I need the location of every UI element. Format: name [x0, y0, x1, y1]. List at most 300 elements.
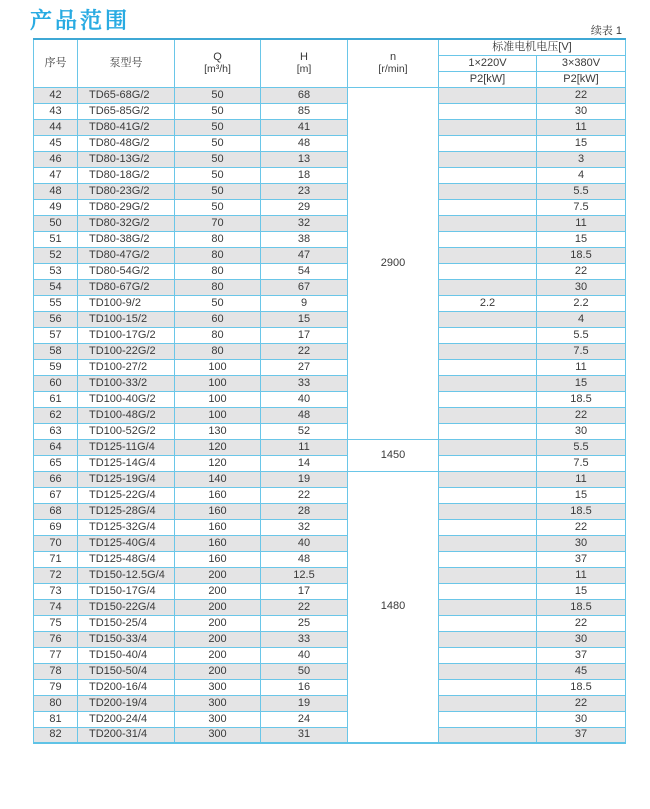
table-row: [34, 487, 626, 503]
cell-flow: 80: [175, 327, 261, 343]
cell-model: TD100-33/2: [78, 375, 175, 391]
cell-serial: 73: [34, 583, 78, 599]
cell-p2-220v: [439, 647, 537, 663]
cell-head: 17: [261, 583, 348, 599]
table-row: [34, 263, 626, 279]
cell-flow: 200: [175, 599, 261, 615]
cell-flow: 200: [175, 583, 261, 599]
cell-model: TD150-22G/4: [78, 599, 175, 615]
table-row: [34, 471, 626, 487]
cell-head: 28: [261, 503, 348, 519]
cell-serial: 67: [34, 487, 78, 503]
cell-p2-220v: [439, 439, 537, 455]
col-header-flow: [175, 39, 261, 87]
cell-head: 17: [261, 327, 348, 343]
cell-head: 85: [261, 103, 348, 119]
table-row: [34, 215, 626, 231]
cell-flow: 200: [175, 663, 261, 679]
speed-symbol: n: [389, 50, 397, 63]
cell-p2-380v: 22: [537, 87, 626, 103]
col-header-serial: 序号: [34, 39, 78, 87]
cell-head: 67: [261, 279, 348, 295]
table-row: [34, 551, 626, 567]
cell-flow: 100: [175, 407, 261, 423]
table-row: [34, 327, 626, 343]
cell-model: TD125-28G/4: [78, 503, 175, 519]
cell-p2-220v: [439, 551, 537, 567]
cell-p2-220v: [439, 727, 537, 743]
flow-unit: [m³/h]: [204, 63, 231, 76]
cell-speed: 1450: [348, 439, 439, 471]
table-row: [34, 231, 626, 247]
cell-flow: 100: [175, 359, 261, 375]
cell-head: 33: [261, 375, 348, 391]
cell-flow: 50: [175, 199, 261, 215]
cell-head: 25: [261, 615, 348, 631]
cell-head: 50: [261, 663, 348, 679]
speed-unit: [r/min]: [378, 63, 408, 76]
cell-model: TD200-16/4: [78, 679, 175, 695]
cell-serial: 59: [34, 359, 78, 375]
cell-head: 31: [261, 727, 348, 743]
cell-p2-380v: 37: [537, 647, 626, 663]
cell-flow: 200: [175, 567, 261, 583]
cell-p2-380v: 22: [537, 263, 626, 279]
col-header-speed: [348, 39, 439, 87]
cell-flow: 300: [175, 711, 261, 727]
cell-p2-220v: [439, 87, 537, 103]
cell-model: TD125-22G/4: [78, 487, 175, 503]
cell-p2-380v: 37: [537, 551, 626, 567]
cell-flow: 300: [175, 727, 261, 743]
cell-model: TD150-50/4: [78, 663, 175, 679]
cell-head: 54: [261, 263, 348, 279]
cell-model: TD100-48G/2: [78, 407, 175, 423]
cell-model: TD65-85G/2: [78, 103, 175, 119]
cell-flow: 200: [175, 647, 261, 663]
cell-p2-380v: 7.5: [537, 455, 626, 471]
cell-flow: 80: [175, 279, 261, 295]
cell-flow: 80: [175, 247, 261, 263]
cell-p2-380v: 4: [537, 311, 626, 327]
table-row: [34, 199, 626, 215]
cell-head: 16: [261, 679, 348, 695]
cell-model: TD80-18G/2: [78, 167, 175, 183]
cell-head: 48: [261, 551, 348, 567]
cell-p2-380v: 22: [537, 615, 626, 631]
cell-head: 18: [261, 167, 348, 183]
cell-model: TD125-32G/4: [78, 519, 175, 535]
table-row: [34, 103, 626, 119]
cell-flow: 200: [175, 631, 261, 647]
col-header-model: 泵型号: [78, 39, 175, 87]
cell-head: 23: [261, 183, 348, 199]
cell-head: 22: [261, 487, 348, 503]
col-header-p2-220v: P2[kW]: [439, 71, 537, 87]
cell-flow: 50: [175, 183, 261, 199]
cell-model: TD80-41G/2: [78, 119, 175, 135]
cell-head: 68: [261, 87, 348, 103]
cell-flow: 140: [175, 471, 261, 487]
cell-head: 32: [261, 519, 348, 535]
table-row: [34, 343, 626, 359]
cell-p2-380v: 15: [537, 135, 626, 151]
cell-model: TD80-38G/2: [78, 231, 175, 247]
cell-head: 40: [261, 647, 348, 663]
cell-p2-220v: [439, 263, 537, 279]
cell-p2-380v: 18.5: [537, 599, 626, 615]
cell-p2-380v: 18.5: [537, 247, 626, 263]
cell-p2-380v: 4: [537, 167, 626, 183]
cell-head: 38: [261, 231, 348, 247]
cell-flow: 120: [175, 439, 261, 455]
cell-serial: 51: [34, 231, 78, 247]
cell-serial: 52: [34, 247, 78, 263]
cell-model: TD100-40G/2: [78, 391, 175, 407]
cell-flow: 120: [175, 455, 261, 471]
table-row: [34, 695, 626, 711]
table-row: [34, 87, 626, 103]
table-row: [34, 727, 626, 743]
cell-p2-380v: 5.5: [537, 439, 626, 455]
cell-head: 40: [261, 391, 348, 407]
cell-model: TD150-12.5G/4: [78, 567, 175, 583]
cell-model: TD125-14G/4: [78, 455, 175, 471]
cell-p2-220v: [439, 231, 537, 247]
cell-p2-380v: 30: [537, 631, 626, 647]
cell-model: TD100-22G/2: [78, 343, 175, 359]
cell-p2-220v: [439, 615, 537, 631]
table-row: [34, 455, 626, 471]
cell-flow: 50: [175, 135, 261, 151]
table-row: [34, 647, 626, 663]
cell-serial: 78: [34, 663, 78, 679]
cell-serial: 54: [34, 279, 78, 295]
cell-serial: 63: [34, 423, 78, 439]
cell-flow: 160: [175, 503, 261, 519]
cell-head: 29: [261, 199, 348, 215]
cell-head: 19: [261, 695, 348, 711]
cell-speed: 2900: [348, 87, 439, 439]
cell-head: 14: [261, 455, 348, 471]
table-row: [34, 711, 626, 727]
cell-model: TD200-31/4: [78, 727, 175, 743]
cell-p2-220v: 2.2: [439, 295, 537, 311]
cell-model: TD150-17G/4: [78, 583, 175, 599]
cell-p2-220v: [439, 583, 537, 599]
table-row: [34, 599, 626, 615]
table-row: [34, 135, 626, 151]
cell-serial: 76: [34, 631, 78, 647]
cell-p2-380v: 22: [537, 407, 626, 423]
cell-flow: 160: [175, 519, 261, 535]
cell-p2-220v: [439, 599, 537, 615]
cell-head: 47: [261, 247, 348, 263]
table-body: [34, 87, 626, 743]
table-header: [34, 39, 626, 87]
cell-flow: 50: [175, 119, 261, 135]
cell-serial: 43: [34, 103, 78, 119]
table-row: [34, 439, 626, 455]
cell-model: TD80-32G/2: [78, 215, 175, 231]
cell-model: TD125-40G/4: [78, 535, 175, 551]
cell-model: TD80-54G/2: [78, 263, 175, 279]
cell-serial: 70: [34, 535, 78, 551]
table-row: [34, 583, 626, 599]
cell-head: 52: [261, 423, 348, 439]
cell-serial: 75: [34, 615, 78, 631]
cell-model: TD80-48G/2: [78, 135, 175, 151]
cell-p2-220v: [439, 455, 537, 471]
cell-p2-380v: 3: [537, 151, 626, 167]
cell-model: TD80-23G/2: [78, 183, 175, 199]
cell-p2-220v: [439, 535, 537, 551]
page-title: 产品范围: [30, 8, 131, 33]
continued-table-label: 续表 1: [590, 25, 622, 37]
cell-model: TD100-52G/2: [78, 423, 175, 439]
cell-model: TD100-17G/2: [78, 327, 175, 343]
cell-flow: 60: [175, 311, 261, 327]
cell-head: 22: [261, 599, 348, 615]
product-range-table: [33, 38, 626, 744]
cell-serial: 68: [34, 503, 78, 519]
cell-p2-220v: [439, 119, 537, 135]
cell-model: TD150-40/4: [78, 647, 175, 663]
table-row: [34, 119, 626, 135]
cell-serial: 77: [34, 647, 78, 663]
header-row-1: [34, 39, 626, 55]
cell-head: 9: [261, 295, 348, 311]
cell-p2-220v: [439, 279, 537, 295]
cell-flow: 160: [175, 551, 261, 567]
cell-serial: 64: [34, 439, 78, 455]
col-header-voltage-group: 标准电机电压[V]: [439, 39, 626, 55]
flow-symbol: Q: [213, 50, 222, 63]
table-row: [34, 631, 626, 647]
table-row: [34, 663, 626, 679]
cell-p2-380v: 30: [537, 103, 626, 119]
cell-serial: 69: [34, 519, 78, 535]
cell-p2-220v: [439, 247, 537, 263]
cell-serial: 48: [34, 183, 78, 199]
col-header-head: [261, 39, 348, 87]
cell-head: 48: [261, 135, 348, 151]
cell-p2-220v: [439, 375, 537, 391]
cell-p2-220v: [439, 487, 537, 503]
cell-model: TD150-33/4: [78, 631, 175, 647]
cell-p2-380v: 2.2: [537, 295, 626, 311]
cell-serial: 53: [34, 263, 78, 279]
cell-p2-380v: 30: [537, 279, 626, 295]
cell-head: 24: [261, 711, 348, 727]
cell-p2-380v: 15: [537, 583, 626, 599]
cell-serial: 79: [34, 679, 78, 695]
table-row: [34, 567, 626, 583]
cell-p2-220v: [439, 631, 537, 647]
cell-p2-380v: 45: [537, 663, 626, 679]
table-row: [34, 503, 626, 519]
table-row: [34, 279, 626, 295]
cell-p2-380v: 5.5: [537, 327, 626, 343]
cell-flow: 80: [175, 343, 261, 359]
cell-serial: 44: [34, 119, 78, 135]
cell-head: 12.5: [261, 567, 348, 583]
cell-serial: 56: [34, 311, 78, 327]
cell-p2-220v: [439, 167, 537, 183]
cell-p2-220v: [439, 503, 537, 519]
cell-p2-380v: 37: [537, 727, 626, 743]
table-row: [34, 615, 626, 631]
cell-p2-220v: [439, 679, 537, 695]
cell-p2-380v: 5.5: [537, 183, 626, 199]
cell-serial: 57: [34, 327, 78, 343]
cell-model: TD200-24/4: [78, 711, 175, 727]
cell-flow: 130: [175, 423, 261, 439]
cell-model: TD65-68G/2: [78, 87, 175, 103]
cell-model: TD200-19/4: [78, 695, 175, 711]
cell-serial: 50: [34, 215, 78, 231]
cell-head: 41: [261, 119, 348, 135]
table-row: [34, 151, 626, 167]
cell-p2-380v: 11: [537, 119, 626, 135]
cell-p2-380v: 22: [537, 519, 626, 535]
cell-head: 22: [261, 343, 348, 359]
cell-p2-220v: [439, 343, 537, 359]
cell-p2-220v: [439, 695, 537, 711]
table-row: [34, 519, 626, 535]
cell-flow: 160: [175, 487, 261, 503]
cell-head: 13: [261, 151, 348, 167]
table-row: [34, 247, 626, 263]
cell-model: TD100-9/2: [78, 295, 175, 311]
cell-serial: 82: [34, 727, 78, 743]
cell-model: TD125-11G/4: [78, 439, 175, 455]
cell-head: 19: [261, 471, 348, 487]
cell-serial: 47: [34, 167, 78, 183]
cell-serial: 72: [34, 567, 78, 583]
cell-serial: 65: [34, 455, 78, 471]
cell-speed: 1480: [348, 471, 439, 743]
cell-p2-380v: 18.5: [537, 679, 626, 695]
cell-p2-220v: [439, 567, 537, 583]
cell-model: TD100-27/2: [78, 359, 175, 375]
cell-p2-380v: 15: [537, 487, 626, 503]
cell-flow: 50: [175, 87, 261, 103]
cell-serial: 45: [34, 135, 78, 151]
col-header-p2-380v: P2[kW]: [537, 71, 626, 87]
cell-p2-380v: 7.5: [537, 343, 626, 359]
cell-head: 33: [261, 631, 348, 647]
cell-flow: 100: [175, 375, 261, 391]
cell-p2-220v: [439, 423, 537, 439]
cell-model: TD80-13G/2: [78, 151, 175, 167]
cell-serial: 55: [34, 295, 78, 311]
table-row: [34, 183, 626, 199]
cell-flow: 50: [175, 295, 261, 311]
cell-p2-220v: [439, 391, 537, 407]
cell-head: 27: [261, 359, 348, 375]
cell-p2-220v: [439, 151, 537, 167]
table-row: [34, 295, 626, 311]
cell-serial: 74: [34, 599, 78, 615]
cell-p2-380v: 22: [537, 695, 626, 711]
cell-flow: 50: [175, 151, 261, 167]
cell-p2-220v: [439, 471, 537, 487]
cell-p2-380v: 11: [537, 471, 626, 487]
cell-p2-380v: 18.5: [537, 391, 626, 407]
cell-head: 32: [261, 215, 348, 231]
cell-serial: 49: [34, 199, 78, 215]
table-row: [34, 375, 626, 391]
cell-model: TD80-29G/2: [78, 199, 175, 215]
cell-serial: 71: [34, 551, 78, 567]
table-row: [34, 391, 626, 407]
cell-p2-380v: 18.5: [537, 503, 626, 519]
cell-p2-380v: 15: [537, 375, 626, 391]
cell-model: TD100-15/2: [78, 311, 175, 327]
cell-head: 48: [261, 407, 348, 423]
cell-p2-220v: [439, 183, 537, 199]
cell-flow: 100: [175, 391, 261, 407]
cell-p2-380v: 7.5: [537, 199, 626, 215]
table-row: [34, 535, 626, 551]
cell-model: TD80-67G/2: [78, 279, 175, 295]
table-row: [34, 423, 626, 439]
cell-p2-380v: 11: [537, 359, 626, 375]
cell-head: 11: [261, 439, 348, 455]
col-header-220v: 1×220V: [439, 55, 537, 71]
cell-p2-220v: [439, 359, 537, 375]
cell-model: TD80-47G/2: [78, 247, 175, 263]
cell-p2-380v: 30: [537, 711, 626, 727]
cell-p2-380v: 15: [537, 231, 626, 247]
cell-p2-220v: [439, 327, 537, 343]
cell-flow: 300: [175, 695, 261, 711]
cell-model: TD125-19G/4: [78, 471, 175, 487]
table-row: [34, 359, 626, 375]
cell-model: TD125-48G/4: [78, 551, 175, 567]
cell-p2-220v: [439, 711, 537, 727]
cell-serial: 46: [34, 151, 78, 167]
cell-flow: 80: [175, 263, 261, 279]
cell-flow: 50: [175, 103, 261, 119]
cell-head: 15: [261, 311, 348, 327]
cell-p2-220v: [439, 407, 537, 423]
cell-p2-220v: [439, 199, 537, 215]
cell-p2-220v: [439, 519, 537, 535]
cell-serial: 42: [34, 87, 78, 103]
cell-serial: 58: [34, 343, 78, 359]
cell-p2-220v: [439, 103, 537, 119]
cell-serial: 66: [34, 471, 78, 487]
head-unit: [m]: [296, 63, 312, 76]
table-row: [34, 311, 626, 327]
cell-p2-380v: 30: [537, 423, 626, 439]
cell-p2-220v: [439, 663, 537, 679]
cell-model: TD150-25/4: [78, 615, 175, 631]
cell-p2-220v: [439, 311, 537, 327]
cell-p2-380v: 11: [537, 567, 626, 583]
cell-p2-380v: 11: [537, 215, 626, 231]
table-row: [34, 407, 626, 423]
cell-p2-380v: 30: [537, 535, 626, 551]
cell-p2-220v: [439, 135, 537, 151]
cell-serial: 61: [34, 391, 78, 407]
table-row: [34, 167, 626, 183]
cell-flow: 50: [175, 167, 261, 183]
cell-flow: 160: [175, 535, 261, 551]
cell-serial: 80: [34, 695, 78, 711]
